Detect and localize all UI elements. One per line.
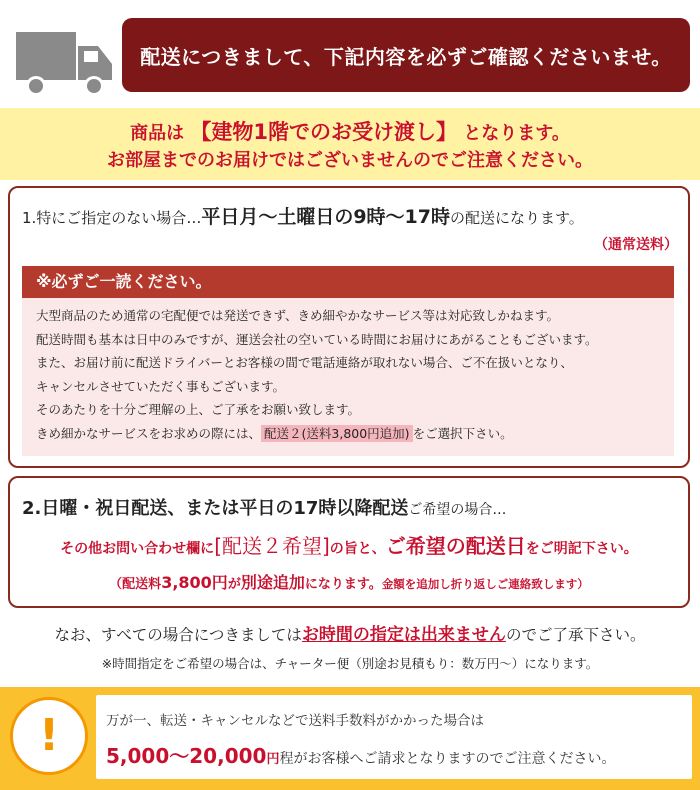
section-2-instruction	[10, 530, 688, 559]
section-2-post: ご希望の場合…	[408, 502, 507, 518]
must-read-body	[22, 298, 674, 456]
fee-c: が	[227, 577, 241, 592]
instr-c: の旨と、	[329, 541, 386, 557]
time-note-pre: なお、すべての場合につきましては	[54, 626, 302, 644]
section-2-box	[8, 476, 690, 608]
footer-card	[96, 695, 692, 779]
section-2-heading	[22, 494, 506, 520]
fee-d: 別途追加	[240, 573, 305, 592]
section-1-box	[8, 186, 690, 468]
truck-icon	[14, 22, 114, 102]
instr-b: [配送２希望]	[214, 534, 330, 558]
fee-b: 3,800円	[161, 573, 228, 592]
notice-line-1-pre: 商品は	[130, 123, 185, 144]
must-read-last-line	[36, 422, 660, 446]
normal-fee-tag: （通常送料）	[594, 237, 678, 253]
time-note-post: のでご了承下さい。	[505, 626, 646, 644]
instr-a: その他お問い合わせ欄に	[60, 541, 215, 557]
warning-icon	[10, 697, 88, 775]
must-read-line: 大型商品のため通常の宅配便では発送できず、きめ細やかなサービス等は対応致しかねます。	[36, 308, 560, 323]
notice-line-2: お部屋までのお届けではございませんのでご注意ください。	[107, 150, 593, 171]
must-read-line: キャンセルさせていただく事もございます。	[36, 378, 286, 394]
notice-line-1-em: 【建物1階でのお受け渡し】	[190, 120, 458, 144]
notice-line-1-post: となります。	[463, 123, 570, 144]
must-read-line: そのあたりを十分ご理解の上、ご了承をお願い致します。	[36, 402, 361, 417]
footer-line-1: 万が一、転送・キャンセルなどで送料手数料がかかった場合は	[106, 713, 484, 729]
warning-glyph: !	[38, 710, 60, 761]
must-read-line: 配送時間も基本は日中のみですが、運送会社の空いている時間にお届けにあがることもございます。	[36, 331, 598, 347]
section-2-em: 2.日曜・祝日配送、または平日の17時以降配送	[22, 498, 409, 519]
must-read-last-pre: きめ細かなサービスをお求めの際には、	[36, 425, 262, 441]
fee-warning-footer	[0, 687, 700, 790]
notice-line-1	[0, 116, 700, 146]
footer-post: 程がお客様へご請求となりますのでご注意ください。	[279, 751, 616, 767]
fee-f: 金額を追加し折り返しご連絡致します）	[381, 577, 589, 591]
instr-e: をご明記下さい。	[525, 541, 638, 557]
must-read-last-post: をご選択下さい。	[412, 425, 513, 441]
time-note	[0, 620, 700, 645]
fee-e: になります。	[304, 577, 382, 592]
footer-amount: 5,000～20,000	[106, 744, 267, 768]
footer-line-2	[106, 740, 615, 769]
yellow-notice	[0, 108, 700, 180]
instr-d: ご希望の配送日	[385, 534, 526, 558]
footer-yen: 円	[266, 752, 280, 767]
section-2-fee-note	[10, 570, 688, 593]
header-title: 配送につきまして、下記内容を必ずご確認くださいませ。	[122, 18, 690, 92]
delivery2-highlight: 配送２(送料3,800円追加)	[261, 425, 413, 442]
must-read-title: ※必ずご一読ください。	[22, 266, 674, 298]
section-1-heading	[22, 202, 584, 229]
section-1-post: の配送になります。	[450, 209, 584, 227]
must-read-line: また、お届け前に配送ドライバーとお客様の間で電話連絡が取れない場合、ご不在扱いとなり、	[36, 355, 573, 370]
fee-a: （配送料	[109, 577, 162, 592]
section-1-pre: 1.特にご指定のない場合…	[22, 209, 202, 227]
section-1-em: 平日月～土曜日の9時～17時	[201, 206, 450, 228]
time-note-em: お時間の指定は出来ません	[301, 625, 506, 645]
charter-note: ※時間指定をご希望の場合は、チャーター便（別途お見積もり：数万円～）になります。	[101, 656, 599, 671]
